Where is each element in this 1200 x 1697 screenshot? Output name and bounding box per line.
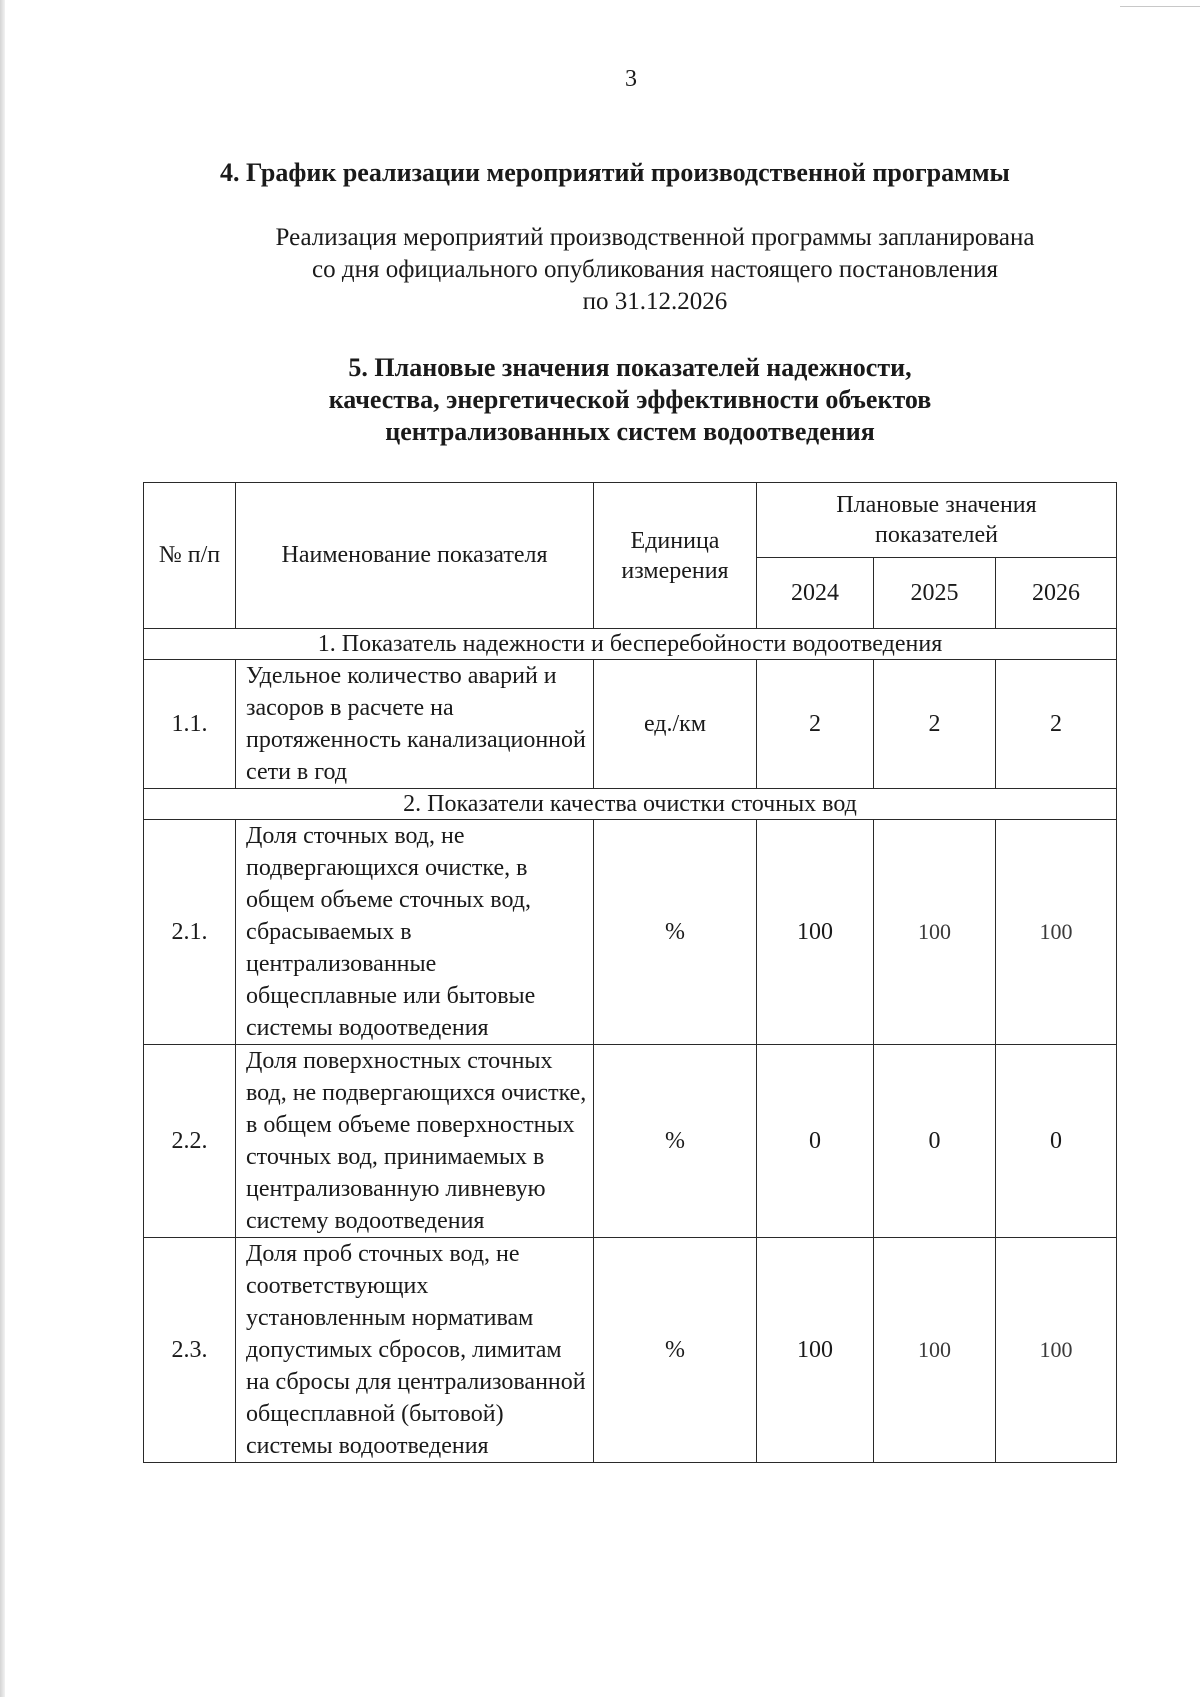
table-row (144, 1238, 1117, 1463)
section-4-text-line: со дня официального опубликования настоящего постановления (312, 256, 998, 283)
section-heading: 1. Показатель надежности и бесперебойности водоотведения (144, 629, 1117, 660)
unit: ед./км (594, 660, 757, 789)
section-5-title (200, 352, 1060, 448)
row-number: 2.1. (144, 820, 236, 1045)
value-2025: 0 (874, 1045, 996, 1238)
table-row (144, 1045, 1117, 1238)
unit: % (594, 1238, 757, 1463)
indicator-name: Доля поверхностных сточных вод, не подвергающихся очистке, в общем объеме поверхностных сточных вод, принимаемых в централизованную ливневую систему водоотведения (236, 1045, 594, 1238)
value-2026: 2 (996, 660, 1117, 789)
section-4-text (215, 222, 1095, 318)
value-2024: 100 (757, 1238, 874, 1463)
unit: % (594, 820, 757, 1045)
header-year: 2024 (757, 558, 874, 629)
page-number: 3 (625, 66, 637, 92)
section-5-title-line: качества, энергетической эффективности объектов (328, 385, 932, 414)
unit: % (594, 1045, 757, 1238)
value-2024: 2 (757, 660, 874, 789)
section-4-text-line: Реализация мероприятий производственной программы запланирована (275, 224, 1035, 251)
table-row (144, 660, 1117, 789)
header-year: 2026 (996, 558, 1117, 629)
indicator-name: Удельное количество аварий и засоров в расчете на протяженность канализационной сети в год (236, 660, 594, 789)
header-number: № п/п (144, 483, 236, 629)
header-year: 2025 (874, 558, 996, 629)
table-row (144, 820, 1117, 1045)
section-5-title-line: централизованных систем водоотведения (385, 417, 875, 446)
section-5-title-line: 5. Плановые значения показателей надежности, (348, 353, 912, 382)
indicators-table (143, 482, 1117, 1463)
value-2025: 100 (874, 1238, 996, 1463)
indicator-name: Доля проб сточных вод, не соответствующих установленным нормативам допустимых сбросов, лимитам на сбросы для централизованной общесплавной (бытовой) системы водоотведения (236, 1238, 594, 1463)
section-4-text-line: по 31.12.2026 (582, 288, 728, 315)
indicator-name: Доля сточных вод, не подвергающихся очистке, в общем объеме сточных вод, сбрасываемых в централизованные общесплавные или бытовые системы водоотведения (236, 820, 594, 1045)
header-planned-values: Плановые значения показателей (757, 483, 1117, 558)
section-4-title: 4. График реализации мероприятий производственной программы (220, 158, 1010, 187)
row-number: 2.3. (144, 1238, 236, 1463)
value-2026: 100 (996, 1238, 1117, 1463)
value-2024: 0 (757, 1045, 874, 1238)
value-2026: 100 (996, 820, 1117, 1045)
value-2024: 100 (757, 820, 874, 1045)
header-unit: Единица измерения (594, 483, 757, 629)
value-2025: 100 (874, 820, 996, 1045)
section-heading: 2. Показатели качества очистки сточных вод (144, 789, 1117, 820)
header-name: Наименование показателя (236, 483, 594, 629)
row-number: 1.1. (144, 660, 236, 789)
value-2026: 0 (996, 1045, 1117, 1238)
value-2025: 2 (874, 660, 996, 789)
scan-edge (0, 0, 5, 1697)
scan-edge-top (1120, 0, 1200, 7)
row-number: 2.2. (144, 1045, 236, 1238)
